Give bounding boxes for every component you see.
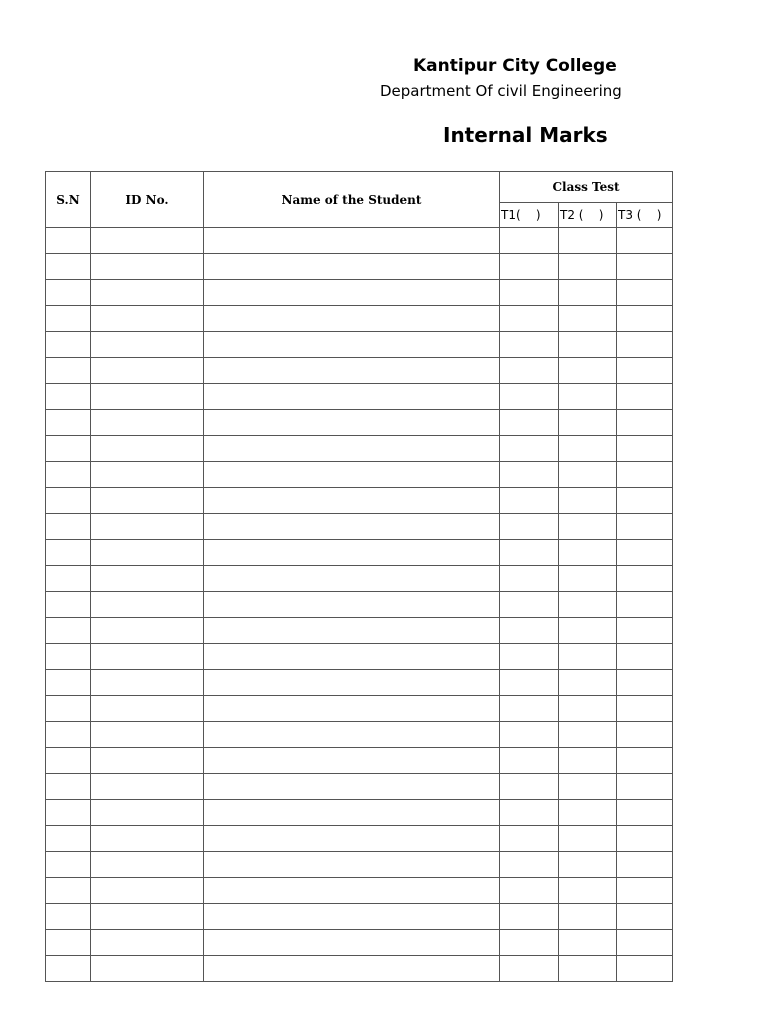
name-cell [204, 722, 500, 748]
t1-cell [500, 566, 559, 592]
id-cell [91, 540, 204, 566]
t3-cell [617, 384, 673, 410]
t1-cell [500, 462, 559, 488]
t2-cell [559, 826, 617, 852]
id-cell [91, 306, 204, 332]
t3-cell [617, 358, 673, 384]
t1-cell [500, 644, 559, 670]
t3-cell [617, 592, 673, 618]
id-cell [91, 618, 204, 644]
t2-cell [559, 228, 617, 254]
name-cell [204, 254, 500, 280]
t2-cell [559, 280, 617, 306]
sn-cell [46, 436, 91, 462]
name-cell [204, 956, 500, 982]
table-row [46, 826, 673, 852]
sn-cell [46, 384, 91, 410]
t1-cell [500, 540, 559, 566]
table-row [46, 436, 673, 462]
t1-cell [500, 592, 559, 618]
id-cell [91, 358, 204, 384]
name-cell [204, 540, 500, 566]
t3-cell [617, 618, 673, 644]
t2-cell [559, 722, 617, 748]
t3-cell [617, 878, 673, 904]
sn-cell [46, 618, 91, 644]
table-row [46, 930, 673, 956]
t2-cell [559, 514, 617, 540]
t1-cell [500, 930, 559, 956]
table-row [46, 956, 673, 982]
id-cell [91, 332, 204, 358]
id-cell [91, 384, 204, 410]
t3-cell [617, 306, 673, 332]
name-cell [204, 930, 500, 956]
name-cell [204, 592, 500, 618]
t2-cell [559, 670, 617, 696]
t1-cell [500, 332, 559, 358]
t2-cell [559, 566, 617, 592]
id-cell [91, 852, 204, 878]
id-cell [91, 592, 204, 618]
t1-cell [500, 488, 559, 514]
t2-cell [559, 254, 617, 280]
table-row [46, 306, 673, 332]
sn-cell [46, 644, 91, 670]
id-cell [91, 228, 204, 254]
table-row [46, 904, 673, 930]
t2-cell [559, 540, 617, 566]
name-cell [204, 800, 500, 826]
t2-cell [559, 774, 617, 800]
name-cell [204, 696, 500, 722]
t2-cell [559, 384, 617, 410]
name-cell [204, 644, 500, 670]
t2-cell [559, 930, 617, 956]
table-row [46, 618, 673, 644]
table-row [46, 592, 673, 618]
t2-cell [559, 618, 617, 644]
t3-cell [617, 800, 673, 826]
sn-cell [46, 722, 91, 748]
name-cell [204, 462, 500, 488]
sn-cell [46, 826, 91, 852]
t1-cell [500, 228, 559, 254]
table-row [46, 878, 673, 904]
id-cell [91, 436, 204, 462]
t2-cell [559, 800, 617, 826]
name-cell [204, 280, 500, 306]
t3-cell [617, 956, 673, 982]
table-row [46, 488, 673, 514]
t1-cell [500, 384, 559, 410]
name-cell [204, 566, 500, 592]
id-cell [91, 488, 204, 514]
t2-cell [559, 462, 617, 488]
sn-cell [46, 774, 91, 800]
table-row [46, 332, 673, 358]
t3-cell [617, 280, 673, 306]
table-row [46, 722, 673, 748]
sn-cell [46, 800, 91, 826]
table-row [46, 540, 673, 566]
sn-cell [46, 306, 91, 332]
t1-cell [500, 878, 559, 904]
t1-cell [500, 852, 559, 878]
table-row [46, 228, 673, 254]
t3-cell [617, 514, 673, 540]
id-cell [91, 254, 204, 280]
t3-cell [617, 852, 673, 878]
t2-cell [559, 488, 617, 514]
sn-cell [46, 358, 91, 384]
table-row [46, 566, 673, 592]
t3-cell [617, 644, 673, 670]
t1-cell [500, 280, 559, 306]
name-cell [204, 852, 500, 878]
t2-cell [559, 904, 617, 930]
t1-cell [500, 436, 559, 462]
college-name: Kantipur City College [413, 56, 617, 76]
t2-cell [559, 436, 617, 462]
table-row [46, 410, 673, 436]
sn-cell [46, 904, 91, 930]
t1-column-header: T1( ) [500, 203, 559, 228]
t3-cell [617, 904, 673, 930]
table-row [46, 644, 673, 670]
name-cell [204, 306, 500, 332]
id-cell [91, 930, 204, 956]
name-cell [204, 436, 500, 462]
t2-cell [559, 332, 617, 358]
name-cell [204, 774, 500, 800]
id-cell [91, 826, 204, 852]
t1-cell [500, 722, 559, 748]
id-cell [91, 722, 204, 748]
table-row [46, 358, 673, 384]
name-cell [204, 826, 500, 852]
t1-cell [500, 618, 559, 644]
class-test-header: Class Test [500, 172, 673, 203]
t2-cell [559, 592, 617, 618]
id-cell [91, 644, 204, 670]
sn-cell [46, 670, 91, 696]
t2-cell [559, 644, 617, 670]
name-cell [204, 384, 500, 410]
t3-cell [617, 228, 673, 254]
sn-cell [46, 852, 91, 878]
sn-cell [46, 592, 91, 618]
t3-cell [617, 462, 673, 488]
t3-cell [617, 332, 673, 358]
t2-cell [559, 410, 617, 436]
name-cell [204, 904, 500, 930]
table-row [46, 670, 673, 696]
t1-cell [500, 748, 559, 774]
t3-cell [617, 748, 673, 774]
name-cell [204, 878, 500, 904]
name-cell [204, 670, 500, 696]
t1-cell [500, 956, 559, 982]
t1-cell [500, 410, 559, 436]
t3-cell [617, 436, 673, 462]
sn-cell [46, 566, 91, 592]
t1-cell [500, 826, 559, 852]
t3-cell [617, 670, 673, 696]
t2-cell [559, 852, 617, 878]
table-row [46, 800, 673, 826]
sn-cell [46, 748, 91, 774]
id-cell [91, 904, 204, 930]
sn-cell [46, 514, 91, 540]
id-cell [91, 566, 204, 592]
table-row [46, 462, 673, 488]
t3-cell [617, 826, 673, 852]
table-row [46, 280, 673, 306]
t3-cell [617, 566, 673, 592]
sn-cell [46, 956, 91, 982]
t1-cell [500, 514, 559, 540]
table-row [46, 852, 673, 878]
name-cell [204, 228, 500, 254]
table-row [46, 774, 673, 800]
t2-cell [559, 878, 617, 904]
marks-table [45, 171, 673, 982]
name-cell [204, 514, 500, 540]
id-cell [91, 670, 204, 696]
table-row [46, 254, 673, 280]
id-cell [91, 956, 204, 982]
table-row [46, 514, 673, 540]
t3-cell [617, 540, 673, 566]
t3-column-header: T3 ( ) [617, 203, 673, 228]
t1-cell [500, 774, 559, 800]
name-cell [204, 748, 500, 774]
table-row [46, 384, 673, 410]
t2-cell [559, 748, 617, 774]
id-cell [91, 462, 204, 488]
id-cell [91, 696, 204, 722]
sn-cell [46, 254, 91, 280]
name-cell [204, 410, 500, 436]
sn-cell [46, 878, 91, 904]
sn-cell [46, 930, 91, 956]
t2-cell [559, 306, 617, 332]
t3-cell [617, 488, 673, 514]
name-column-header: Name of the Student [204, 172, 500, 228]
t1-cell [500, 904, 559, 930]
id-cell [91, 800, 204, 826]
id-cell [91, 514, 204, 540]
name-cell [204, 358, 500, 384]
t1-cell [500, 306, 559, 332]
table-body [46, 228, 673, 982]
sn-cell [46, 488, 91, 514]
sn-column-header: S.N [46, 172, 91, 228]
sn-cell [46, 462, 91, 488]
t2-cell [559, 358, 617, 384]
id-cell [91, 748, 204, 774]
sn-cell [46, 280, 91, 306]
t2-cell [559, 696, 617, 722]
t3-cell [617, 722, 673, 748]
t1-cell [500, 358, 559, 384]
t3-cell [617, 254, 673, 280]
t1-cell [500, 800, 559, 826]
table-row [46, 748, 673, 774]
id-cell [91, 410, 204, 436]
sn-cell [46, 696, 91, 722]
document-title: Internal Marks [443, 123, 608, 147]
t3-cell [617, 930, 673, 956]
t1-cell [500, 696, 559, 722]
id-column-header: ID No. [91, 172, 204, 228]
department-name: Department Of civil Engineering [380, 82, 622, 100]
t2-column-header: T2 ( ) [559, 203, 617, 228]
sn-cell [46, 332, 91, 358]
sn-cell [46, 410, 91, 436]
t2-cell [559, 956, 617, 982]
id-cell [91, 774, 204, 800]
t3-cell [617, 410, 673, 436]
t3-cell [617, 696, 673, 722]
t1-cell [500, 254, 559, 280]
id-cell [91, 280, 204, 306]
sn-cell [46, 228, 91, 254]
name-cell [204, 332, 500, 358]
name-cell [204, 488, 500, 514]
id-cell [91, 878, 204, 904]
table-row [46, 696, 673, 722]
sn-cell [46, 540, 91, 566]
name-cell [204, 618, 500, 644]
t3-cell [617, 774, 673, 800]
t1-cell [500, 670, 559, 696]
